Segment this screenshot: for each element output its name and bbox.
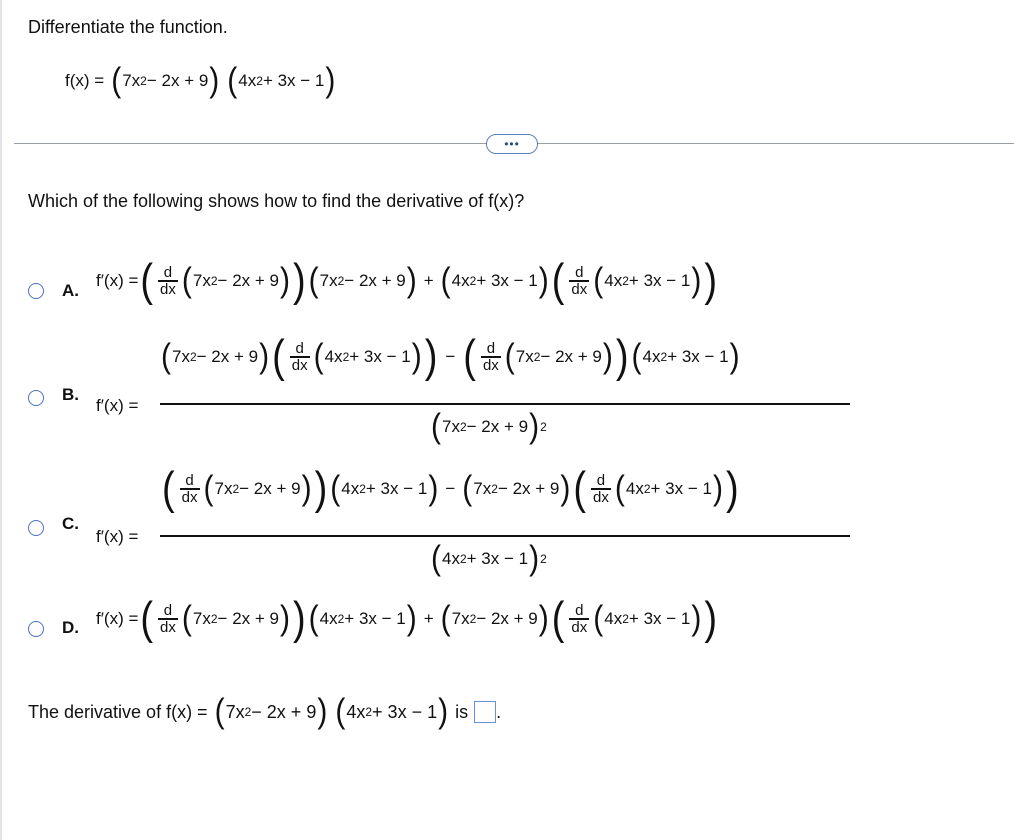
answer-input-box[interactable] xyxy=(474,701,496,723)
option-b-lhs: f′(x) = xyxy=(96,396,139,415)
option-d-radio[interactable] xyxy=(28,621,44,637)
option-c-label[interactable]: C. xyxy=(62,514,79,533)
option-c-fraction-bar xyxy=(160,535,850,537)
function-definition: f(x) = ( 7x 2 − 2x + 9 ) ( 4x 2 + 3x − 1 ) xyxy=(65,61,336,100)
option-d-expression: f′(x) = ( $\frac{d}{dx}$ ( 7x 2 − 2x + 9 ) ) ( 4x 2 + 3x − 1 ) + ( 7x 2 − 2x + 9 ) ( $\frac{d}{dx}$ ( 4x 2 + 3x − 1 ) ) xyxy=(96,593,718,645)
option-c-numerator: ( $\frac{d}{dx}$ ( 7x 2 − 2x + 9 ) ) ( 4x 2 + 3x − 1 ) − ( 7x 2 − 2x + 9 ) ( $\frac{d}{dx}$ ( 4x 2 + 3x − 1 ) ) xyxy=(162,463,739,515)
option-a-radio[interactable] xyxy=(28,283,44,299)
option-d-label[interactable]: D. xyxy=(62,618,79,637)
option-c-denominator: ( 4x 2 + 3x − 1 ) 2 xyxy=(431,539,547,578)
option-a-label[interactable]: A. xyxy=(62,281,79,300)
question-text: Which of the following shows how to find the derivative of f(x)? xyxy=(28,191,525,211)
left-border xyxy=(0,0,2,840)
option-b-denominator: ( 7x 2 − 2x + 9 ) 2 xyxy=(431,407,547,446)
function-lhs: f(x) = xyxy=(65,71,105,90)
option-b-fraction-bar xyxy=(160,403,850,405)
instruction-text: Differentiate the function. xyxy=(28,17,228,37)
option-b-numerator: ( 7x 2 − 2x + 9 ) ( $\frac{d}{dx}$ ( 4x 2 + 3x − 1 ) ) − ( $\frac{d}{dx}$ ( 7x 2 − 2x + 9 ) ) ( 4x 2 + 3x − 1 ) xyxy=(161,331,740,383)
option-b-label[interactable]: B. xyxy=(62,385,79,404)
option-b-radio[interactable] xyxy=(28,390,44,406)
option-a-expression: f′(x) = ( $\frac{d}{dx}$ ( 7x 2 − 2x + 9 ) ) ( 7x 2 − 2x + 9 ) + ( 4x 2 + 3x − 1 ) ( $\frac{d}{dx}$ ( 4x 2 + 3x − 1 ) ) xyxy=(96,255,718,307)
option-c-lhs: f′(x) = xyxy=(96,527,139,546)
expand-ellipsis-button[interactable]: ••• xyxy=(486,134,538,154)
option-c-radio[interactable] xyxy=(28,520,44,536)
answer-prompt: The derivative of f(x) = ( 7x 2 − 2x + 9 ) ( 4x 2 + 3x − 1 ) is . xyxy=(28,692,502,731)
